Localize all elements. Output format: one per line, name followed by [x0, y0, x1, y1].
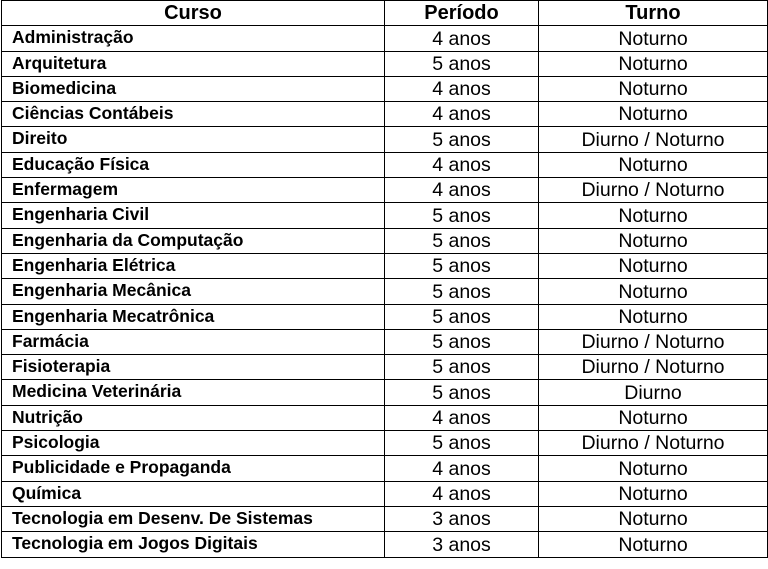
cell-curso: Farmácia: [2, 329, 385, 354]
cell-turno: Diurno / Noturno: [539, 127, 768, 152]
cell-periodo: 5 anos: [385, 304, 539, 329]
cell-turno: Noturno: [539, 51, 768, 76]
header-curso: Curso: [2, 1, 385, 26]
cell-turno: Noturno: [539, 405, 768, 430]
header-turno: Turno: [539, 1, 768, 26]
cell-curso: Direito: [2, 127, 385, 152]
cell-periodo: 5 anos: [385, 329, 539, 354]
cell-periodo: 4 anos: [385, 481, 539, 506]
table-row: [2, 228, 768, 253]
table-body: [2, 26, 768, 557]
cell-turno: Diurno / Noturno: [539, 431, 768, 456]
cell-curso: Tecnologia em Jogos Digitais: [2, 532, 385, 557]
table-row: [2, 51, 768, 76]
cell-turno: Noturno: [539, 532, 768, 557]
cell-periodo: 5 anos: [385, 253, 539, 278]
header-row: [2, 1, 768, 26]
header-periodo: Período: [385, 1, 539, 26]
cell-periodo: 5 anos: [385, 279, 539, 304]
table-row: [2, 355, 768, 380]
cell-curso: Engenharia Elétrica: [2, 253, 385, 278]
cell-turno: Noturno: [539, 152, 768, 177]
cell-turno: Noturno: [539, 506, 768, 531]
cell-periodo: 5 anos: [385, 203, 539, 228]
cell-curso: Publicidade e Propaganda: [2, 456, 385, 481]
cell-curso: Enfermagem: [2, 178, 385, 203]
cell-curso: Arquitetura: [2, 51, 385, 76]
table-row: [2, 431, 768, 456]
cell-curso: Medicina Veterinária: [2, 380, 385, 405]
cell-curso: Química: [2, 481, 385, 506]
table-row: [2, 253, 768, 278]
cell-periodo: 5 anos: [385, 380, 539, 405]
cell-curso: Ciências Contábeis: [2, 102, 385, 127]
cell-periodo: 5 anos: [385, 127, 539, 152]
cell-curso: Engenharia Mecatrônica: [2, 304, 385, 329]
cell-turno: Diurno / Noturno: [539, 355, 768, 380]
table-row: [2, 380, 768, 405]
table-row: [2, 178, 768, 203]
table-row: [2, 329, 768, 354]
cell-periodo: 5 anos: [385, 355, 539, 380]
cell-periodo: 4 anos: [385, 405, 539, 430]
table-row: [2, 456, 768, 481]
cell-turno: Noturno: [539, 203, 768, 228]
cell-curso: Administração: [2, 26, 385, 51]
cell-turno: Diurno / Noturno: [539, 178, 768, 203]
cell-curso: Tecnologia em Desenv. De Sistemas: [2, 506, 385, 531]
cell-periodo: 4 anos: [385, 26, 539, 51]
table-row: [2, 304, 768, 329]
cell-periodo: 4 anos: [385, 456, 539, 481]
cell-turno: Noturno: [539, 253, 768, 278]
cell-curso: Engenharia da Computação: [2, 228, 385, 253]
cell-curso: Engenharia Mecânica: [2, 279, 385, 304]
table-row: [2, 532, 768, 557]
cell-turno: Noturno: [539, 102, 768, 127]
cell-periodo: 4 anos: [385, 102, 539, 127]
courses-table: [1, 0, 768, 558]
cell-periodo: 4 anos: [385, 152, 539, 177]
cell-curso: Engenharia Civil: [2, 203, 385, 228]
cell-periodo: 5 anos: [385, 228, 539, 253]
cell-turno: Noturno: [539, 456, 768, 481]
cell-periodo: 3 anos: [385, 506, 539, 531]
cell-turno: Diurno / Noturno: [539, 329, 768, 354]
table-row: [2, 506, 768, 531]
cell-turno: Noturno: [539, 304, 768, 329]
cell-turno: Noturno: [539, 481, 768, 506]
table-row: [2, 76, 768, 101]
table-row: [2, 127, 768, 152]
cell-turno: Noturno: [539, 228, 768, 253]
cell-periodo: 4 anos: [385, 76, 539, 101]
cell-turno: Noturno: [539, 279, 768, 304]
cell-curso: Psicologia: [2, 431, 385, 456]
cell-curso: Biomedicina: [2, 76, 385, 101]
cell-turno: Noturno: [539, 76, 768, 101]
table-row: [2, 152, 768, 177]
table-row: [2, 203, 768, 228]
cell-periodo: 3 anos: [385, 532, 539, 557]
cell-curso: Educação Física: [2, 152, 385, 177]
table-row: [2, 102, 768, 127]
table-row: [2, 405, 768, 430]
table-row: [2, 279, 768, 304]
cell-curso: Fisioterapia: [2, 355, 385, 380]
cell-curso: Nutrição: [2, 405, 385, 430]
table-row: [2, 481, 768, 506]
cell-turno: Diurno: [539, 380, 768, 405]
cell-periodo: 5 anos: [385, 51, 539, 76]
table-row: [2, 26, 768, 51]
cell-periodo: 4 anos: [385, 178, 539, 203]
cell-periodo: 5 anos: [385, 431, 539, 456]
cell-turno: Noturno: [539, 26, 768, 51]
